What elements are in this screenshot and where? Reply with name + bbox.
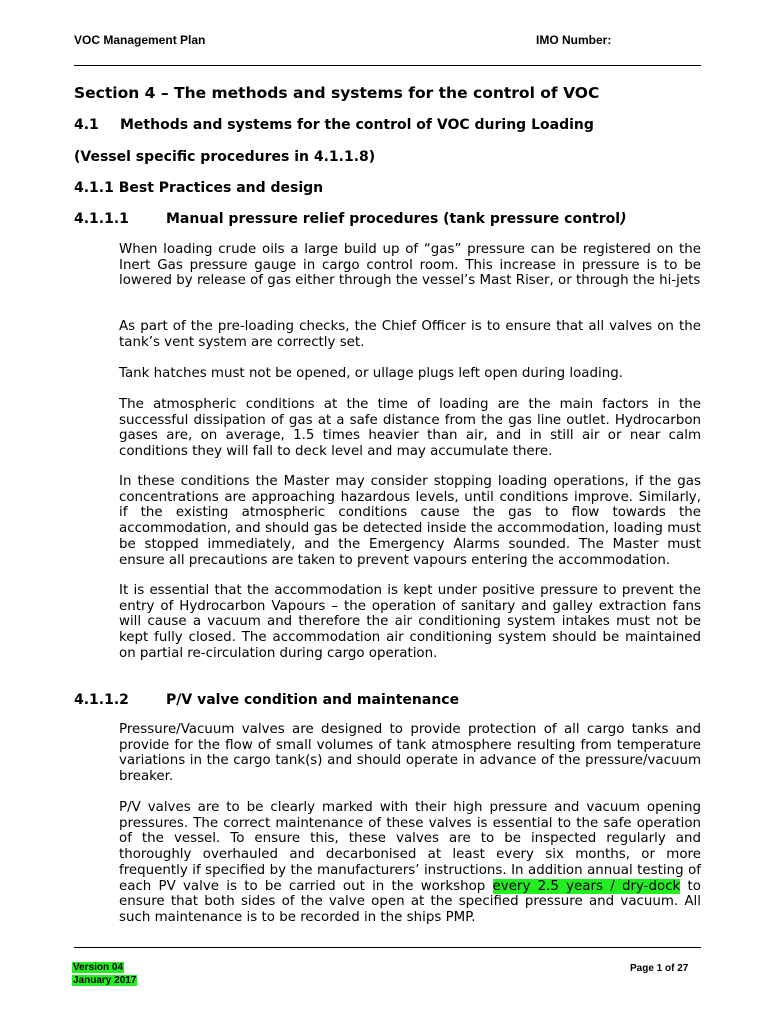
heading-4-1-text: Methods and systems for the control of VOC during Loading <box>120 117 594 133</box>
heading-4-1 <box>74 117 594 133</box>
footer-version: Version 04 <box>73 962 124 973</box>
paragraph-preloading-checks: As part of the pre-loading checks, the Chief Officer is to ensure that all valves on the tank’s vent system are correctly set. <box>119 319 701 350</box>
highlight-every-2-5-years: every 2.5 years / dry-dock <box>492 878 681 894</box>
section-title: Section 4 – The methods and systems for the control of VOC <box>74 84 600 102</box>
heading-4-1-1: 4.1.1 Best Practices and design <box>74 180 324 196</box>
heading-4-1-1-2-text: P/V valve condition and maintenance <box>166 692 460 708</box>
pv-maintenance-text-b: to ensure that both sides of the valve open at the specified pressure and vacuum. All such maintenance is to be recorded in the ships PMP. <box>119 878 701 925</box>
pv-maintenance-text-a: P/V valves are to be clearly marked with their high pressure and vacuum opening pressures. The correct maintenance of these valves is essential to the safe operation of the vessel. To ensure this, these valves are to be inspected regularly and thoroughly overhauled and decarbonised at least every six months, or more frequently if specified by the manufacturers’ instructions. In addition annual testing of each PV valve is to be carried out in the workshop <box>119 800 701 894</box>
footer-date: January 2017 <box>73 975 137 986</box>
paragraph-positive-pressure: It is essential that the accommodation is kept under positive pressure to prevent the entry of Hydrocarbon Vapours – the operation of sanitary and galley extraction fans will cause a vacuum and therefore the air conditioning system intakes must not be kept fully closed. The accommodation air conditioning system should be maintained on partial re-circulation during cargo operation. <box>119 583 701 661</box>
paragraph-atmospheric-conditions: The atmospheric conditions at the time of loading are the main factors in the successful dissipation of gas at a safe distance from the gas line outlet. Hydrocarbon gases are, on average, 1.5 times heavier than air, and in still air or near calm conditions they will fall to deck level and may accumulate there. <box>119 397 701 460</box>
paragraph-master-stopping: In these conditions the Master may consider stopping loading operations, if the gas concentrations are approaching hazardous levels, until conditions improve. Similarly, if the existing atmospheric conditions cause the gas to flow towards the accommodation, and should gas be detected inside the accommodation, loading must be stopped immediately, and the Emergency Alarms sounded. The Master must ensure all precautions are taken to prevent vapours entering the accommodation. <box>119 474 701 568</box>
heading-4-1-1-1-number: 4.1.1.1 <box>74 211 129 227</box>
heading-4-1-1-1 <box>74 211 626 227</box>
heading-4-1-1-1-text: Manual pressure relief procedures (tank pressure control <box>166 211 621 227</box>
header-imo-number: IMO Number: <box>536 33 612 47</box>
footer-rule <box>74 947 701 948</box>
header-title: VOC Management Plan <box>74 33 206 47</box>
footer-version-block <box>72 962 137 986</box>
heading-4-1-1-2-number: 4.1.1.2 <box>74 692 129 708</box>
heading-4-1-1-1-paren: ) <box>620 211 627 227</box>
paragraph-pv-maintenance <box>119 800 701 926</box>
heading-4-1-1-2 <box>74 692 459 708</box>
header-rule <box>74 65 701 66</box>
vessel-specific-note: (Vessel specific procedures in 4.1.1.8) <box>74 149 376 165</box>
paragraph-pv-design: Pressure/Vacuum valves are designed to provide protection of all cargo tanks and provide for the flow of small volumes of tank atmosphere resulting from temperature variations in the cargo tank(s) and should operate in advance of the pressure/vacuum breaker. <box>119 722 701 785</box>
paragraph-tank-hatches: Tank hatches must not be opened, or ullage plugs left open during loading. <box>119 366 623 381</box>
footer-page-number: Page 1 of 27 <box>630 963 689 974</box>
heading-4-1-number: 4.1 <box>74 117 99 133</box>
paragraph-gas-pressure: When loading crude oils a large build up of “gas” pressure can be registered on the Inert Gas pressure gauge in cargo control room. This increase in pressure is to be lowered by release of gas either through the vessel’s Mast Riser, or through the hi-jets <box>119 242 701 289</box>
